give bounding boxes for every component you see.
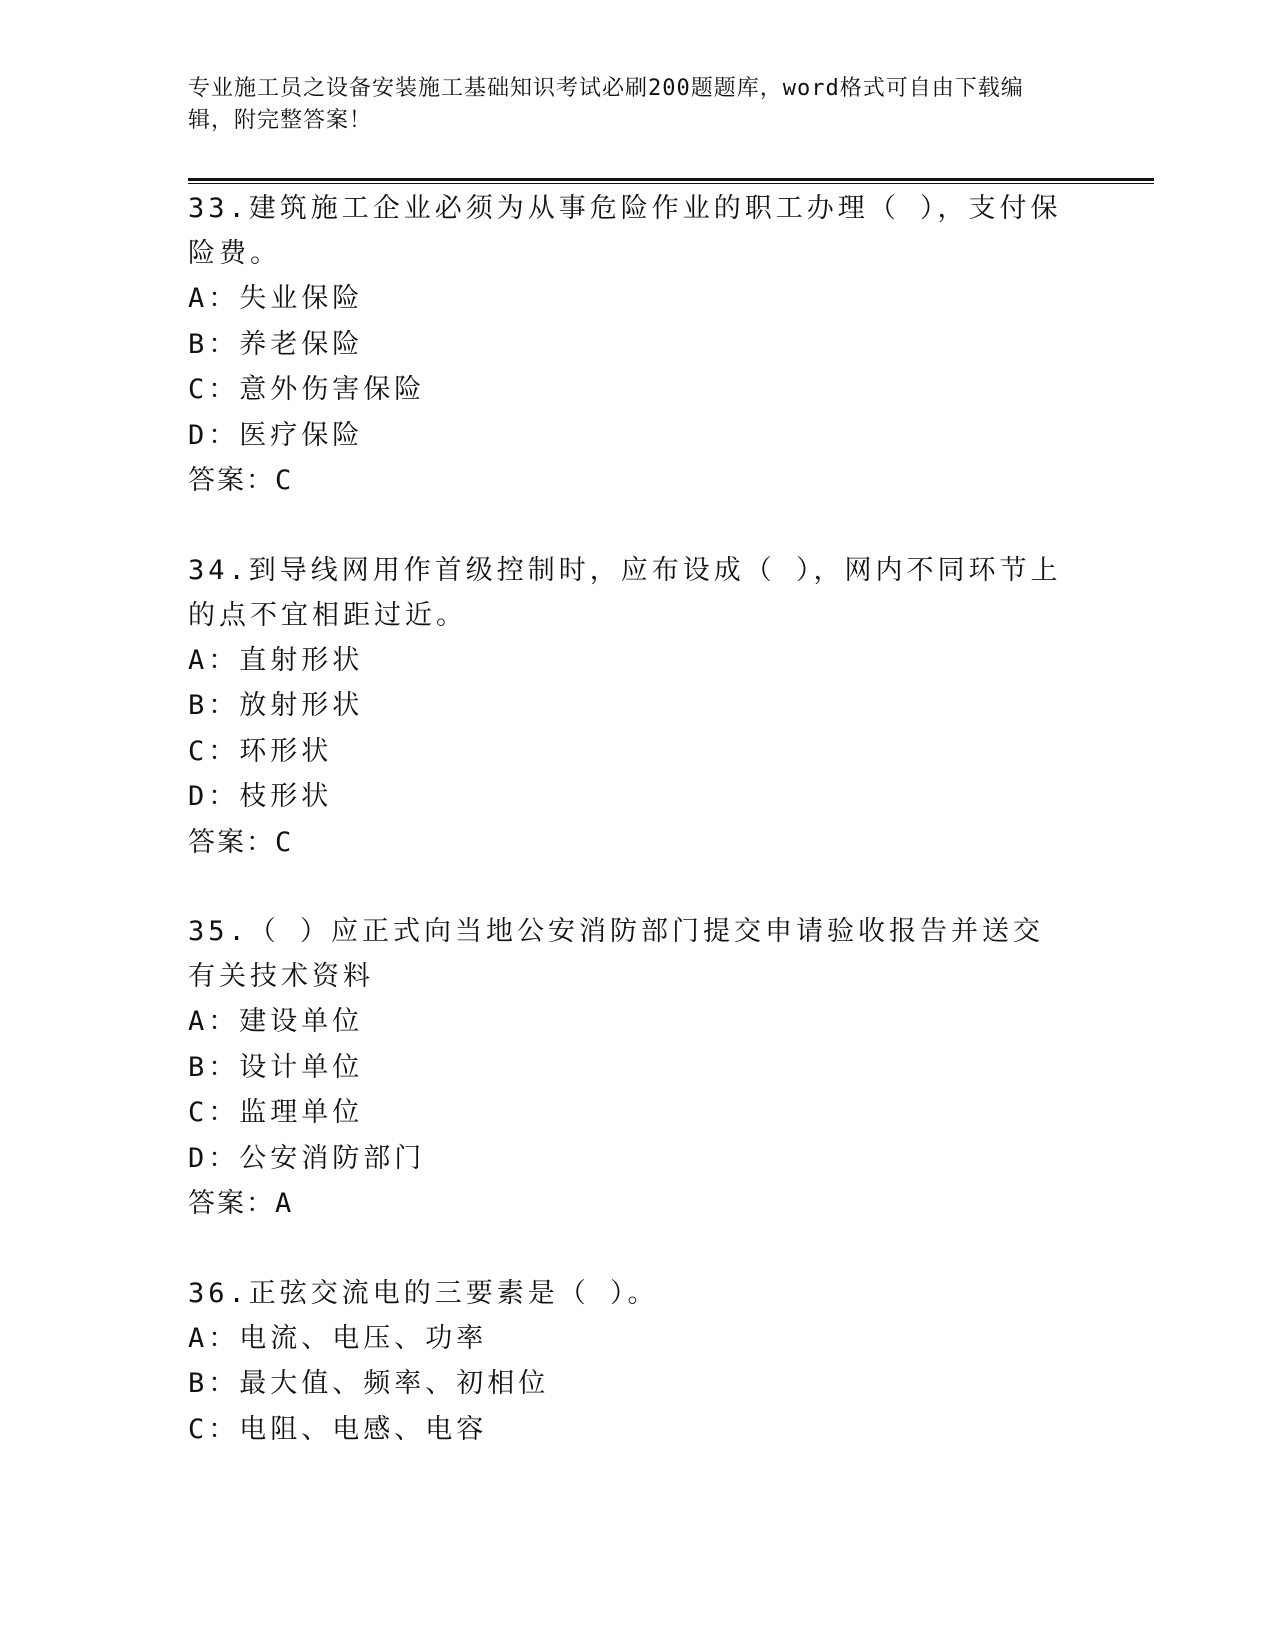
option-d: D：公安消防部门 — [188, 1142, 426, 1174]
option-a: A：失业保险 — [188, 283, 364, 314]
question-33 — [188, 186, 1068, 504]
question-stem: 35.（ ）应正式向当地公安消防部门提交申请验收报告并送交有关技术资料 — [188, 916, 1045, 992]
answer-line: 答案：C — [188, 465, 294, 496]
option-a: A：建设单位 — [188, 1006, 364, 1037]
question-stem: 36.正弦交流电的三要素是（ ）。 — [188, 1277, 659, 1309]
option-a: A：直射形状 — [188, 644, 364, 676]
header-rule-thick — [188, 178, 1154, 181]
option-b: B：最大值、频率、初相位 — [188, 1368, 550, 1399]
option-c: C：监理单位 — [188, 1097, 364, 1128]
document-header: 专业施工员之设备安装施工基础知识考试必刷200题题库，word格式可自由下载编辑，附完整答案！ — [188, 76, 1024, 133]
question-36 — [188, 1271, 1068, 1453]
answer-line: 答案：A — [188, 1188, 294, 1219]
option-c: C：意外伤害保险 — [188, 374, 426, 405]
question-stem: 33.建筑施工企业必须为从事危险作业的职工办理（ ），支付保险费。 — [188, 193, 1062, 269]
answer-line: 答案：C — [188, 826, 294, 858]
option-c: C：电阻、电感、电容 — [188, 1413, 488, 1445]
header-rule-thin — [188, 183, 1154, 184]
question-stem: 34.到导线网用作首级控制时，应布设成（ ），网内不同环节上的点不宜相距过近。 — [188, 554, 1062, 631]
question-34 — [188, 548, 1068, 866]
option-c: C：环形状 — [188, 735, 333, 767]
option-d: D：医疗保险 — [188, 419, 364, 451]
option-b: B：养老保险 — [188, 328, 364, 360]
question-35 — [188, 909, 1068, 1227]
option-b: B：放射形状 — [188, 690, 364, 721]
question-list — [188, 186, 1068, 1496]
option-d: D：枝形状 — [188, 781, 333, 812]
option-b: B：设计单位 — [188, 1051, 364, 1083]
option-a: A：电流、电压、功率 — [188, 1322, 488, 1354]
